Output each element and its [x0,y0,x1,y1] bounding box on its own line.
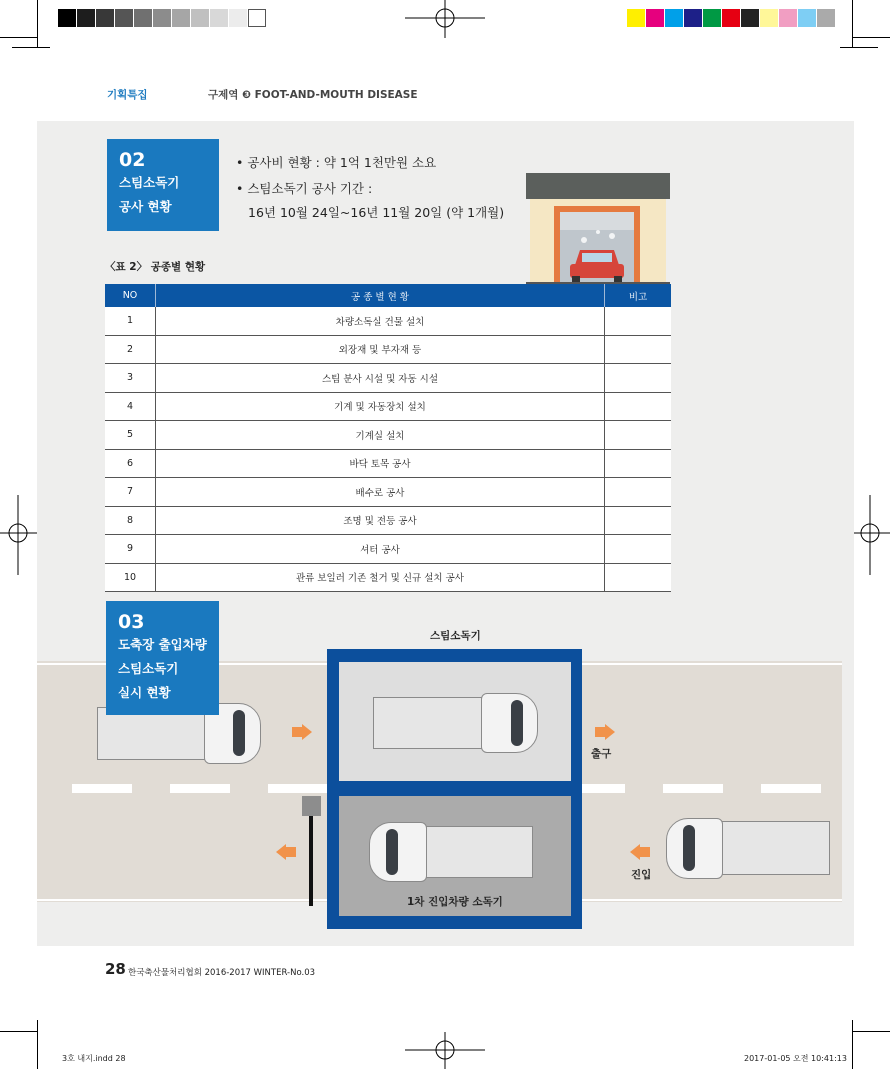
table-row [105,364,671,393]
row-work: 차량소독실 건물 설치 [156,307,605,335]
table-row [105,392,671,421]
table-row [105,535,671,564]
row-work: 외장재 및 부자재 등 [156,335,605,364]
row-no: 9 [105,535,156,564]
section-03-line2: 스팀소독기 [118,661,179,676]
slug-filename: 3호 내지.indd 28 [62,1054,126,1063]
table-header-work: 공 종 별 현 황 [156,284,605,307]
section-02-line1: 스팀소독기 [119,175,180,190]
arrow-right-icon [292,724,312,740]
row-remark [605,307,672,335]
lane-dash [170,784,230,793]
lane-dash [268,784,328,793]
row-remark [605,392,672,421]
row-no: 3 [105,364,156,393]
row-no: 7 [105,478,156,507]
arrow-right-icon [595,724,615,740]
registration-mark-bottom [405,1032,485,1069]
row-no: 10 [105,563,156,592]
table-row [105,421,671,450]
lane-dash [761,784,821,793]
truck-body [425,826,533,878]
car-wash-icon [526,170,670,285]
truck-windshield [386,829,398,875]
footer-publication: 한국축산물처리협회 2016-2017 WINTER-No.03 [128,968,316,978]
row-work: 셔터 공사 [156,535,605,564]
page-number: 28 [105,960,126,978]
steam-disinfector-label: 스팀소독기 [430,630,481,642]
table-row [105,478,671,507]
row-no: 4 [105,392,156,421]
lane-dash [580,784,625,793]
first-disinfector-label: 1차 진입차량 소독기 [407,896,503,908]
work-status-table [105,284,671,592]
row-no: 5 [105,421,156,450]
page-header-title: 구제역 ❸ FOOT-AND-MOUTH DISEASE [208,89,418,101]
truck-windshield [683,825,695,871]
table-row [105,307,671,335]
truck-body [373,697,483,749]
row-work: 기계실 설치 [156,421,605,450]
gate-pole [309,816,313,906]
row-remark [605,364,672,393]
row-remark [605,449,672,478]
row-no: 6 [105,449,156,478]
registration-mark-left [0,495,40,575]
row-work: 배수로 공사 [156,478,605,507]
period-bullet: • 스팀소독기 공사 기간 : [236,181,373,196]
registration-mark-right [852,495,890,575]
row-work: 기계 및 자동장치 설치 [156,392,605,421]
row-no: 2 [105,335,156,364]
row-remark [605,478,672,507]
section-03-line1: 도축장 출입차량 [118,637,207,652]
table-row [105,335,671,364]
table-header-no: NO [105,284,156,307]
row-no: 1 [105,307,156,335]
row-no: 8 [105,506,156,535]
truck-windshield [511,700,523,746]
truck-cab [481,693,538,753]
section-label: 기획특집 [107,89,148,101]
section-03-line3: 실시 현황 [118,685,171,700]
row-remark [605,506,672,535]
period-value: 16년 10월 24일~16년 11월 20일 (약 1개월) [248,205,505,220]
row-work: 바닥 토목 공사 [156,449,605,478]
cost-bullet: • 공사비 현황 : 약 1억 1천만원 소요 [236,155,437,170]
section-02-number: 02 [119,149,146,171]
table-row [105,506,671,535]
lane-dash [72,784,132,793]
truck-cab [369,822,427,882]
section-03-box [106,601,219,715]
arrow-left-icon [630,844,650,860]
lane-dash [663,784,723,793]
slug-timestamp: 2017-01-05 오전 10:41:13 [744,1054,847,1063]
exit-label: 출구 [591,748,612,760]
row-work: 관류 보일러 기존 철거 및 신규 설치 공사 [156,563,605,592]
truck-body [721,821,830,875]
section-02-box [107,139,219,231]
gate-sensor [302,796,321,816]
row-remark [605,563,672,592]
row-remark [605,535,672,564]
table-row [105,449,671,478]
registration-mark-top [405,0,485,40]
table-row [105,563,671,592]
arrow-left-icon [276,844,296,860]
row-remark [605,421,672,450]
row-work: 스팀 분사 시설 및 자동 시설 [156,364,605,393]
table-header-remark: 비고 [605,284,672,307]
row-remark [605,335,672,364]
entry-label: 진입 [631,869,652,881]
section-02-line2: 공사 현황 [119,199,172,214]
truck-windshield [233,710,245,756]
section-03-number: 03 [118,611,145,633]
row-work: 조명 및 전등 공사 [156,506,605,535]
table-caption: 〈표 2〉 공종별 현황 [105,261,206,273]
